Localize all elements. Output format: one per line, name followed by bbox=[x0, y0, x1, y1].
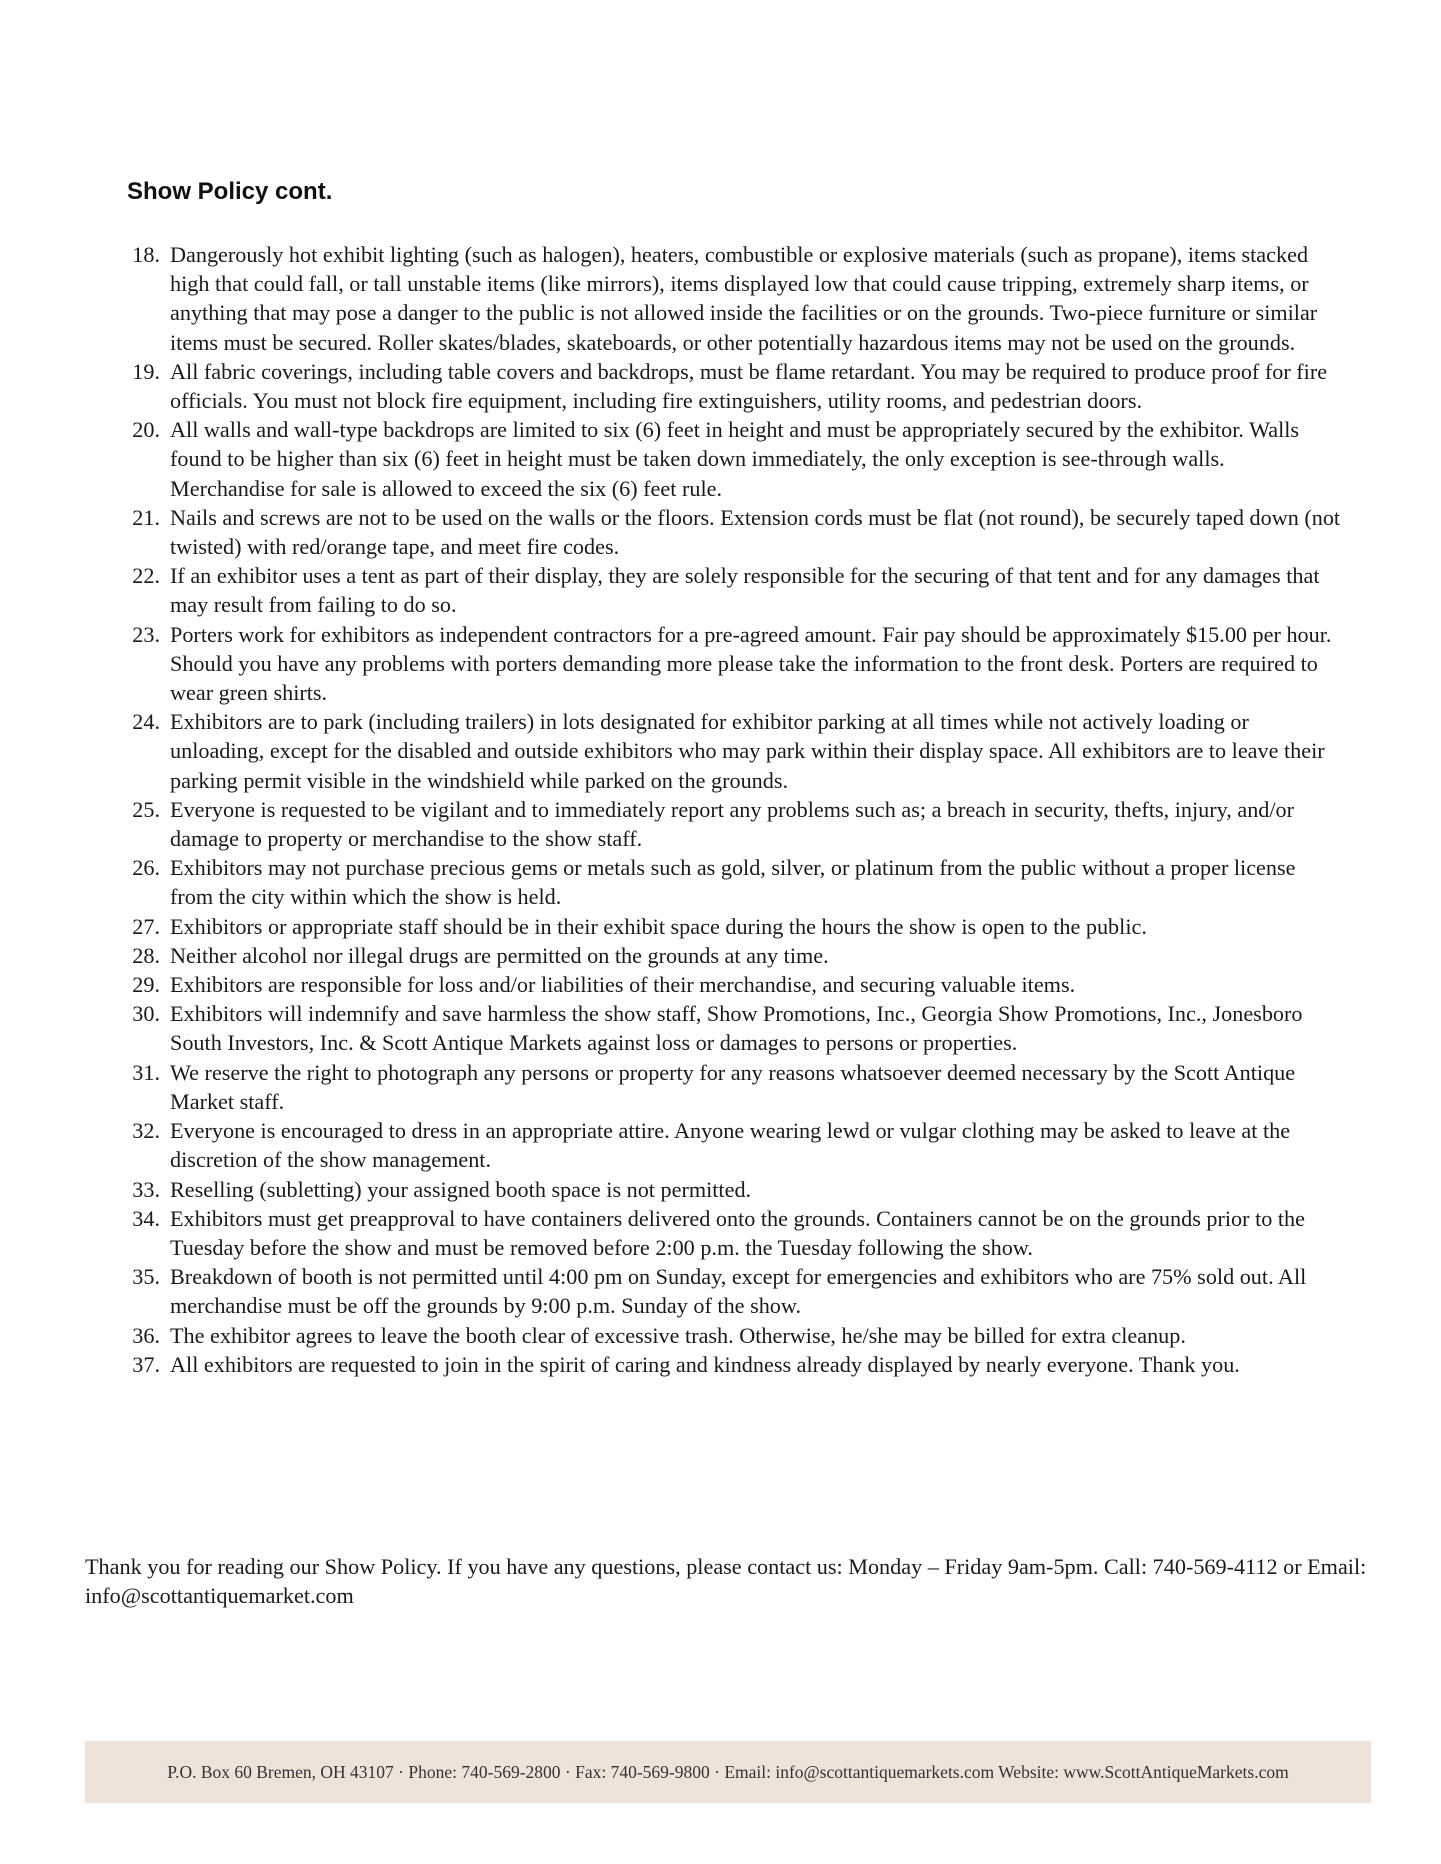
item-number: 23. bbox=[132, 621, 160, 647]
item-text: Porters work for exhibitors as independent contractors for a pre-agreed amount. Fair pay should be approximately $15.00 per hour. Should you have any problems with porters demanding more please take the information to the front desk. Porters are required to wear green shirts. bbox=[170, 621, 1332, 706]
item-number: 20. bbox=[132, 417, 160, 443]
item-number: 31. bbox=[132, 1059, 160, 1085]
item-text: Exhibitors are to park (including trailers) in lots designated for exhibitor parking at all times while not actively loading or unloading, except for the disabled and outside exhibitors who may park within their display space. All exhibitors are to leave their parking permit visible in the windshield while parked on the grounds. bbox=[170, 709, 1325, 793]
item-number: 21. bbox=[132, 504, 160, 530]
policy-item-28 bbox=[0, 941, 1441, 970]
policy-item-35 bbox=[0, 1262, 1441, 1320]
policy-item-30 bbox=[0, 999, 1441, 1057]
item-text: Neither alcohol nor illegal drugs are permitted on the grounds at any time. bbox=[170, 942, 829, 968]
item-number: 34. bbox=[132, 1205, 160, 1231]
item-number: 30. bbox=[132, 1001, 160, 1027]
item-text: Exhibitors may not purchase precious gems or metals such as gold, silver, or platinum from the public without a proper license from the city within which the show is held. bbox=[170, 855, 1296, 910]
item-number: 29. bbox=[132, 972, 160, 998]
policy-item-24 bbox=[0, 707, 1441, 795]
item-text: Everyone is requested to be vigilant and to immediately report any problems such as; a breach in security, thefts, injury, and/or damage to property or merchandise to the show staff. bbox=[170, 796, 1295, 852]
item-number: 33. bbox=[132, 1176, 160, 1202]
policy-item-18 bbox=[0, 240, 1441, 357]
item-text: All walls and wall-type backdrops are limited to six (6) feet in height and must be appropriately secured by the exhibitor. Walls found to be higher than six (6) feet in height must be taken down immediately, the only exception is see-through walls. Merchandise for sale is allowed to exceed the six (6) feet rule. bbox=[170, 417, 1300, 501]
item-number: 27. bbox=[132, 913, 160, 939]
item-number: 28. bbox=[132, 942, 160, 968]
policy-item-20 bbox=[0, 415, 1441, 503]
policy-item-23 bbox=[0, 620, 1441, 708]
item-text: Exhibitors must get preapproval to have containers delivered onto the grounds. Containers cannot be on the grounds prior to the Tuesday before the show and must be removed before 2:00 p.m. the Tuesday following the show. bbox=[170, 1205, 1305, 1260]
item-number: 24. bbox=[132, 709, 160, 735]
item-number: 32. bbox=[132, 1118, 160, 1144]
item-text: All exhibitors are requested to join in the spirit of caring and kindness already displayed by nearly everyone. Thank you. bbox=[170, 1351, 1240, 1377]
page-title: Show Policy cont. bbox=[127, 178, 333, 205]
footer-bar bbox=[85, 1741, 1371, 1803]
item-text: We reserve the right to photograph any persons or property for any reasons whatsoever deemed necessary by the Scott Antique Market staff. bbox=[170, 1059, 1296, 1114]
policy-item-33 bbox=[0, 1175, 1441, 1204]
policy-item-31 bbox=[0, 1058, 1441, 1116]
item-number: 37. bbox=[132, 1351, 160, 1377]
item-text: Breakdown of booth is not permitted until 4:00 pm on Sunday, except for emergencies and exhibitors who are 75% sold out. All merchandise must be off the grounds by 9:00 p.m. Sunday of the show. bbox=[170, 1264, 1307, 1319]
item-number: 26. bbox=[132, 855, 160, 881]
item-text: Dangerously hot exhibit lighting (such as halogen), heaters, combustible or explosive materials (such as propane), items stacked high that could fall, or tall unstable items (like mirrors), items displayed low that could cause tripping, extremely sharp items, or anything that may pose a danger to the public is not allowed inside the facilities or on the grounds. Two-piece furniture or similar items must be secured. Roller skates/blades, skateboards, or other potentially hazardous items may not be used on the grounds. bbox=[170, 242, 1318, 355]
policy-item-34 bbox=[0, 1204, 1441, 1262]
policy-item-22 bbox=[0, 561, 1441, 619]
policy-item-29 bbox=[0, 970, 1441, 999]
item-text: Exhibitors or appropriate staff should be in their exhibit space during the hours the show is open to the public. bbox=[170, 913, 1147, 939]
policy-item-21 bbox=[0, 503, 1441, 561]
policy-item-37 bbox=[0, 1350, 1441, 1379]
item-text: If an exhibitor uses a tent as part of their display, they are solely responsible for the securing of that tent and for any damages that may result from failing to do so. bbox=[170, 563, 1320, 618]
item-text: Reselling (subletting) your assigned booth space is not permitted. bbox=[170, 1176, 752, 1202]
footer-contact-text: P.O. Box 60 Bremen, OH 43107 · Phone: 740-569-2800 · Fax: 740-569-9800 · Email: info@scottantiquemarkets.com Website: www.ScottAntiqueMarkets.com bbox=[167, 1761, 1289, 1782]
item-number: 22. bbox=[132, 563, 160, 589]
item-text: The exhibitor agrees to leave the booth clear of excessive trash. Otherwise, he/she may be billed for extra cleanup. bbox=[170, 1322, 1186, 1348]
item-text: All fabric coverings, including table covers and backdrops, must be flame retardant. You may be required to produce proof for fire officials. You must not block fire equipment, including fire extinguishers, utility rooms, and pedestrian doors. bbox=[170, 358, 1328, 414]
item-number: 35. bbox=[132, 1264, 160, 1290]
item-number: 18. bbox=[132, 242, 160, 267]
policy-item-32 bbox=[0, 1116, 1441, 1174]
item-text: Exhibitors will indemnify and save harmless the show staff, Show Promotions, Inc., Georgia Show Promotions, Inc., Jonesboro South Investors, Inc. & Scott Antique Markets against loss or damages to persons or properties. bbox=[170, 1001, 1303, 1056]
item-number: 25. bbox=[132, 796, 160, 822]
policy-item-26 bbox=[0, 853, 1441, 911]
closing-note: Thank you for reading our Show Policy. If you have any questions, please contact us: Monday – Friday 9am-5pm. Call: 740-569-4112 or Email: info@scottantiquemarket.com bbox=[85, 1554, 1367, 1609]
item-number: 36. bbox=[132, 1322, 160, 1348]
item-text: Nails and screws are not to be used on the walls or the floors. Extension cords must be flat (not round), be securely taped down (not twisted) with red/orange tape, and meet fire codes. bbox=[170, 504, 1341, 560]
policy-item-19 bbox=[0, 357, 1441, 415]
policy-list bbox=[0, 240, 1441, 1379]
item-text: Exhibitors are responsible for loss and/or liabilities of their merchandise, and securing valuable items. bbox=[170, 972, 1076, 998]
policy-item-36 bbox=[0, 1321, 1441, 1350]
policy-item-25 bbox=[0, 795, 1441, 853]
item-text: Everyone is encouraged to dress in an appropriate attire. Anyone wearing lewd or vulgar clothing may be asked to leave at the discretion of the show management. bbox=[170, 1118, 1291, 1173]
policy-item-27 bbox=[0, 912, 1441, 941]
item-number: 19. bbox=[132, 358, 160, 384]
